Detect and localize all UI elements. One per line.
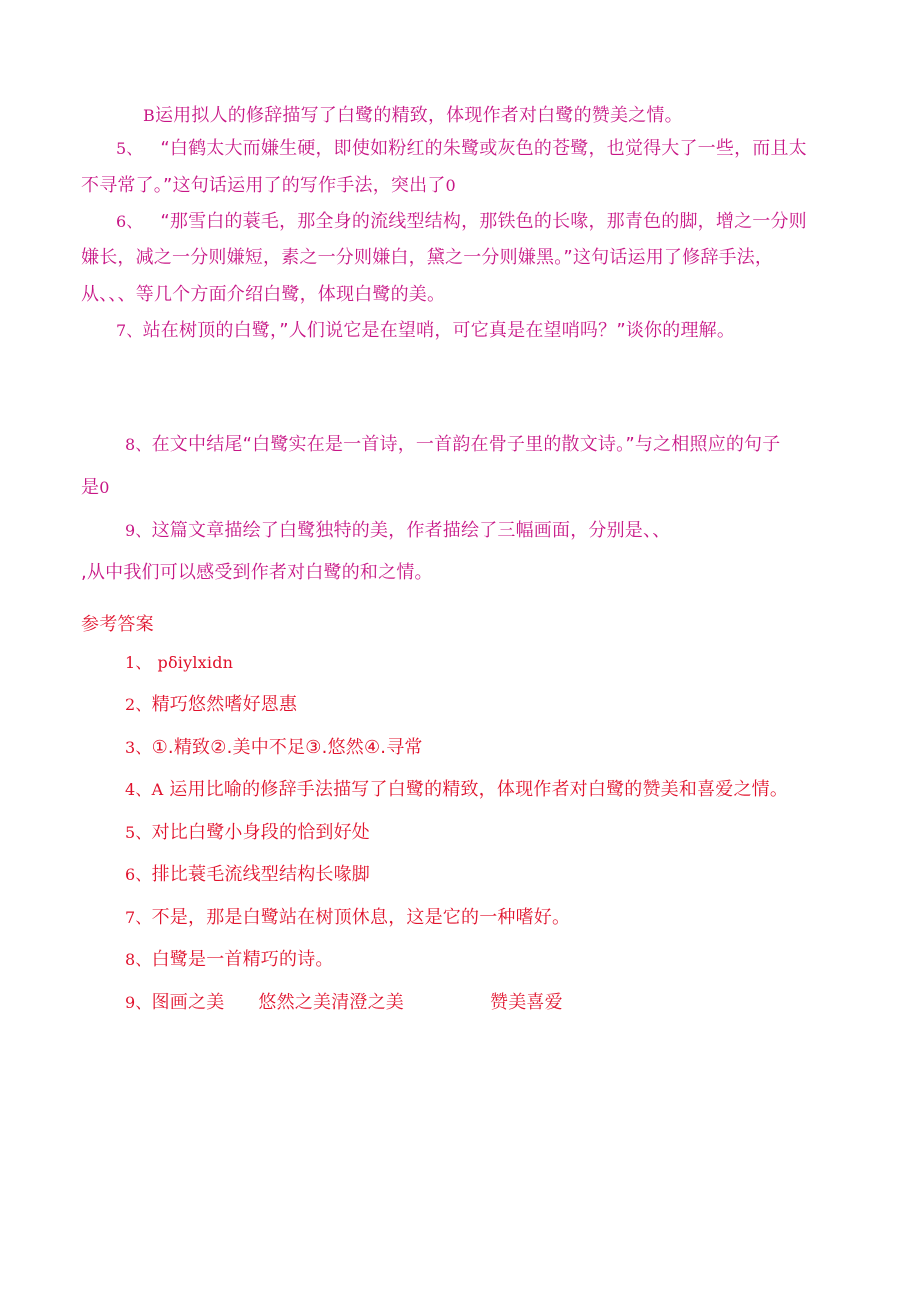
blank-mark: 0 — [445, 176, 456, 195]
answer-3 — [125, 736, 423, 760]
question-text: 站在树顶的白鹭，”人们说它是在望哨，可它真是在望哨吗？”谈你的理解。 — [142, 320, 736, 341]
answer-text: 精巧悠然嗜好恩惠 — [151, 694, 298, 715]
answer-number: 2、 — [125, 695, 152, 714]
blank-mark: 0 — [99, 478, 110, 497]
answer-number: 3、 — [125, 738, 152, 757]
answer-6 — [125, 863, 370, 887]
answer-number: 7、 — [125, 908, 152, 927]
answer-4 — [125, 778, 788, 802]
answer-text: 白鹭是一首精巧的诗。 — [151, 949, 334, 970]
answer-8 — [125, 948, 334, 972]
question-number: 8、 — [125, 435, 152, 454]
answer-text: ①.精致②.美中不足③.悠然④.寻常 — [151, 737, 423, 758]
answer-number: 6、 — [125, 865, 152, 884]
question-7-line — [116, 319, 735, 343]
answer-7 — [125, 906, 570, 930]
answer-2 — [125, 693, 297, 717]
question-number: 6、 — [116, 212, 143, 231]
question-9-continuation — [81, 561, 433, 585]
answer-number: 9、 — [125, 993, 152, 1012]
answer-text: 不是，那是白鹭站在树顶休息，这是它的一种嗜好。 — [151, 907, 571, 928]
question-number: 9、 — [125, 521, 152, 540]
answer-text: 对比白鹭小身段的恰到好处 — [151, 822, 370, 843]
question-number: 5、 — [116, 139, 143, 158]
answer-text-part-1: 图画之美 — [151, 992, 225, 1013]
question-6-line-2 — [81, 246, 773, 270]
question-6-line — [116, 210, 807, 234]
answer-number: 8、 — [125, 950, 152, 969]
answer-text: pδiylxidn — [157, 653, 234, 672]
question-text: ,从中我们可以感受到作者对白鹭的和之情。 — [81, 562, 433, 583]
answer-text: 排比蓑毛流线型结构长喙脚 — [151, 864, 370, 885]
question-text: “那雪白的蓑毛，那全身的流线型结构，那铁色的长喙，那青色的脚，增之一分则 — [160, 211, 807, 232]
option-letter: A — [151, 780, 164, 799]
question-5-line — [116, 137, 807, 161]
answer-number: 4、 — [125, 780, 152, 799]
option-letter: B — [143, 106, 155, 125]
question-text: 这篇文章描绘了白鹭独特的美，作者描绘了三幅画面，分别是、、 — [151, 520, 671, 541]
answer-1 — [125, 651, 233, 675]
question-text: “白鹤太大而嫌生硬，即使如粉红的朱鹭或灰色的苍鹭，也觉得大了一些，而且太 — [160, 138, 807, 159]
answer-number: 5、 — [125, 823, 152, 842]
answer-9 — [125, 991, 563, 1015]
question-text: 从、、、等几个方面介绍白鹭，体现白鹭的美。 — [81, 284, 446, 305]
answer-text: 运用比喻的修辞手法描写了白鹭的精致，体现作者对白鹭的赞美和喜爱之情。 — [169, 779, 789, 800]
question-number: 7、 — [116, 321, 143, 340]
question-6-line-3 — [81, 283, 445, 307]
question-5-continuation — [81, 174, 456, 198]
answers-heading: 参考答案 — [81, 614, 154, 635]
question-text: 不寻常了。”这句话运用了的写作手法，突出了 — [81, 175, 446, 196]
question-text: 是 — [81, 477, 100, 498]
question-text: 在文中结尾“白鹭实在是一首诗，一首韵在骨子里的散文诗。”与之相照应的句子 — [151, 434, 781, 455]
question-9-line — [125, 519, 670, 543]
answer-text-part-2: 悠然之美清澄之美 — [258, 992, 405, 1013]
answer-5 — [125, 821, 370, 845]
question-text: 嫌长，减之一分则嫌短，素之一分则嫌白，黛之一分则嫌黑。”这句话运用了修辞手法， — [81, 247, 774, 268]
answer-number: 1、 — [125, 653, 152, 672]
question-4b-line — [143, 104, 683, 128]
question-text: 运用拟人的修辞描写了白鹭的精致，体现作者对白鹭的赞美之情。 — [154, 105, 683, 126]
question-8-continuation — [81, 476, 110, 500]
question-8-line — [125, 433, 780, 457]
answer-text-part-3: 赞美喜爱 — [490, 992, 563, 1013]
